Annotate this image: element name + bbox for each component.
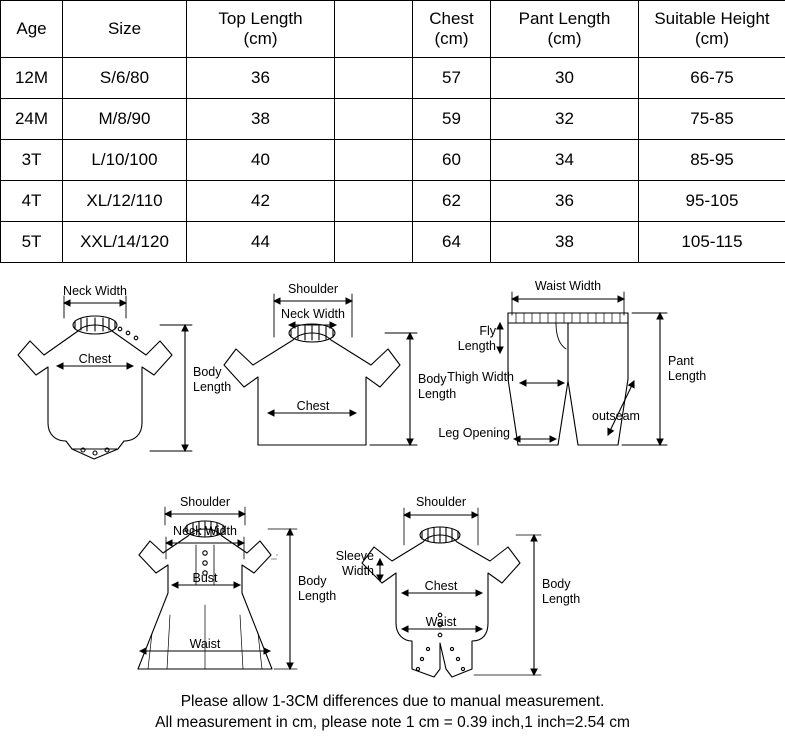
label-chest: Chest	[296, 399, 330, 413]
cell-chest: 57	[413, 58, 491, 99]
label-fly-length-line1: Fly	[479, 324, 496, 338]
table-row	[1, 181, 785, 222]
cell-suitable-height: 105-115	[639, 222, 785, 263]
label-pant-length-line2: Length	[668, 369, 707, 383]
cell-top-length: 38	[187, 99, 335, 140]
label-leg-opening: Leg Opening	[438, 426, 510, 440]
table-header-cell	[491, 1, 639, 58]
header-unit: (cm)	[695, 29, 729, 48]
table-header-cell-spacer	[335, 1, 413, 58]
header-text: Suitable Height	[654, 9, 770, 29]
label-shoulder: Shoulder	[415, 495, 467, 509]
label-fly-length-line2: Length	[457, 339, 496, 353]
label-body-length-line2: Length	[418, 387, 457, 401]
cell-chest: 60	[413, 140, 491, 181]
cell-pant-length: 32	[491, 99, 639, 140]
cell-top-length: 42	[187, 181, 335, 222]
header-unit: (cm)	[547, 29, 582, 48]
cell-suitable-height: 85-95	[639, 140, 785, 181]
cell-suitable-height: 75-85	[639, 99, 785, 140]
cell-pant-length: 36	[491, 181, 639, 222]
onesie-bodysuit-diagram	[18, 316, 172, 459]
table-header-cell	[187, 1, 335, 58]
label-shoulder: Shoulder	[179, 495, 231, 509]
footer-notes	[0, 692, 785, 734]
cell-age: 12M	[1, 58, 63, 99]
table-header-cell	[1, 1, 63, 58]
cell-age: 24M	[1, 99, 63, 140]
label-shoulder: Shoulder	[287, 282, 339, 296]
cell-chest: 64	[413, 222, 491, 263]
cell-chest: 59	[413, 99, 491, 140]
label-neck-width: Neck Width	[63, 284, 127, 298]
cell-top-length: 40	[187, 140, 335, 181]
label-body-length-line2: Length	[193, 380, 232, 394]
label-body-length-line1: Body	[298, 574, 327, 588]
cell-top-length: 36	[187, 58, 335, 99]
cell-size: M/8/90	[63, 99, 187, 140]
label-outseam: outseam	[592, 409, 640, 423]
label-thigh-width: Thigh Width	[447, 370, 514, 384]
cell-pant-length: 34	[491, 140, 639, 181]
size-chart-table	[0, 0, 785, 263]
label-body-length-line1: Body	[542, 577, 571, 591]
label-body-length-line1: Body	[418, 372, 447, 386]
header-unit: (cm)	[243, 29, 278, 48]
label-pant-length-line1: Pant	[668, 354, 694, 368]
cell-spacer	[335, 58, 413, 99]
label-waist: Waist	[189, 637, 221, 651]
table-header-row	[1, 1, 785, 58]
cell-chest: 62	[413, 181, 491, 222]
jumpsuit-diagram	[362, 527, 520, 677]
shirt-diagram	[224, 324, 400, 445]
garment-diagrams	[0, 263, 785, 693]
cell-pant-length: 38	[491, 222, 639, 263]
label-sleeve-width-line2: Width	[342, 564, 374, 578]
cell-suitable-height: 95-105	[639, 181, 785, 222]
pants-measure-lines	[500, 292, 667, 445]
label-sleeve-width-line1: Sleeve	[335, 549, 374, 563]
label-body-length-line2: Length	[542, 592, 581, 606]
cell-suitable-height: 66-75	[639, 58, 785, 99]
label-neck-width: Neck Width	[281, 307, 345, 321]
pants-diagram	[508, 313, 628, 445]
cell-spacer	[335, 99, 413, 140]
cell-spacer	[335, 140, 413, 181]
cell-size: L/10/100	[63, 140, 187, 181]
label-bust: Bust	[192, 571, 218, 585]
jumpsuit-measure-lines	[380, 508, 541, 675]
header-text: Top Length	[218, 9, 303, 29]
table-row	[1, 58, 785, 99]
footer-line-2: All measurement in cm, please note 1 cm = 0.39 inch,1 inch=2.54 cm	[155, 714, 630, 732]
label-chest: Chest	[78, 352, 112, 366]
cell-spacer	[335, 181, 413, 222]
cell-size: XXL/14/120	[63, 222, 187, 263]
cell-age: 5T	[1, 222, 63, 263]
label-chest: Chest	[424, 579, 458, 593]
cell-spacer	[335, 222, 413, 263]
footer-line-1: Please allow 1-3CM differences due to manual measurement.	[180, 693, 605, 711]
table-row	[1, 140, 785, 181]
label-waist-width: Waist Width	[534, 279, 602, 293]
table-row	[1, 222, 785, 263]
header-text: Size	[107, 19, 142, 39]
table-row	[1, 99, 785, 140]
header-text: Chest	[429, 9, 474, 29]
cell-pant-length: 30	[491, 58, 639, 99]
label-waist: Waist	[425, 615, 457, 629]
table-header-cell	[413, 1, 491, 58]
cell-age: 3T	[1, 140, 63, 181]
cell-size: S/6/80	[63, 58, 187, 99]
table-header-cell	[639, 1, 785, 58]
cell-top-length: 44	[187, 222, 335, 263]
header-text: Age	[16, 19, 47, 39]
label-neck-width: Neck Width	[173, 524, 237, 538]
cell-age: 4T	[1, 181, 63, 222]
header-unit: (cm)	[434, 29, 469, 48]
shirt-measure-lines	[268, 294, 417, 559]
table-header-cell	[63, 1, 187, 58]
cell-size: XL/12/110	[63, 181, 187, 222]
header-text: Pant Length	[518, 9, 611, 29]
label-body-length-line2: Length	[298, 589, 337, 603]
label-body-length-line1: Body	[193, 365, 222, 379]
